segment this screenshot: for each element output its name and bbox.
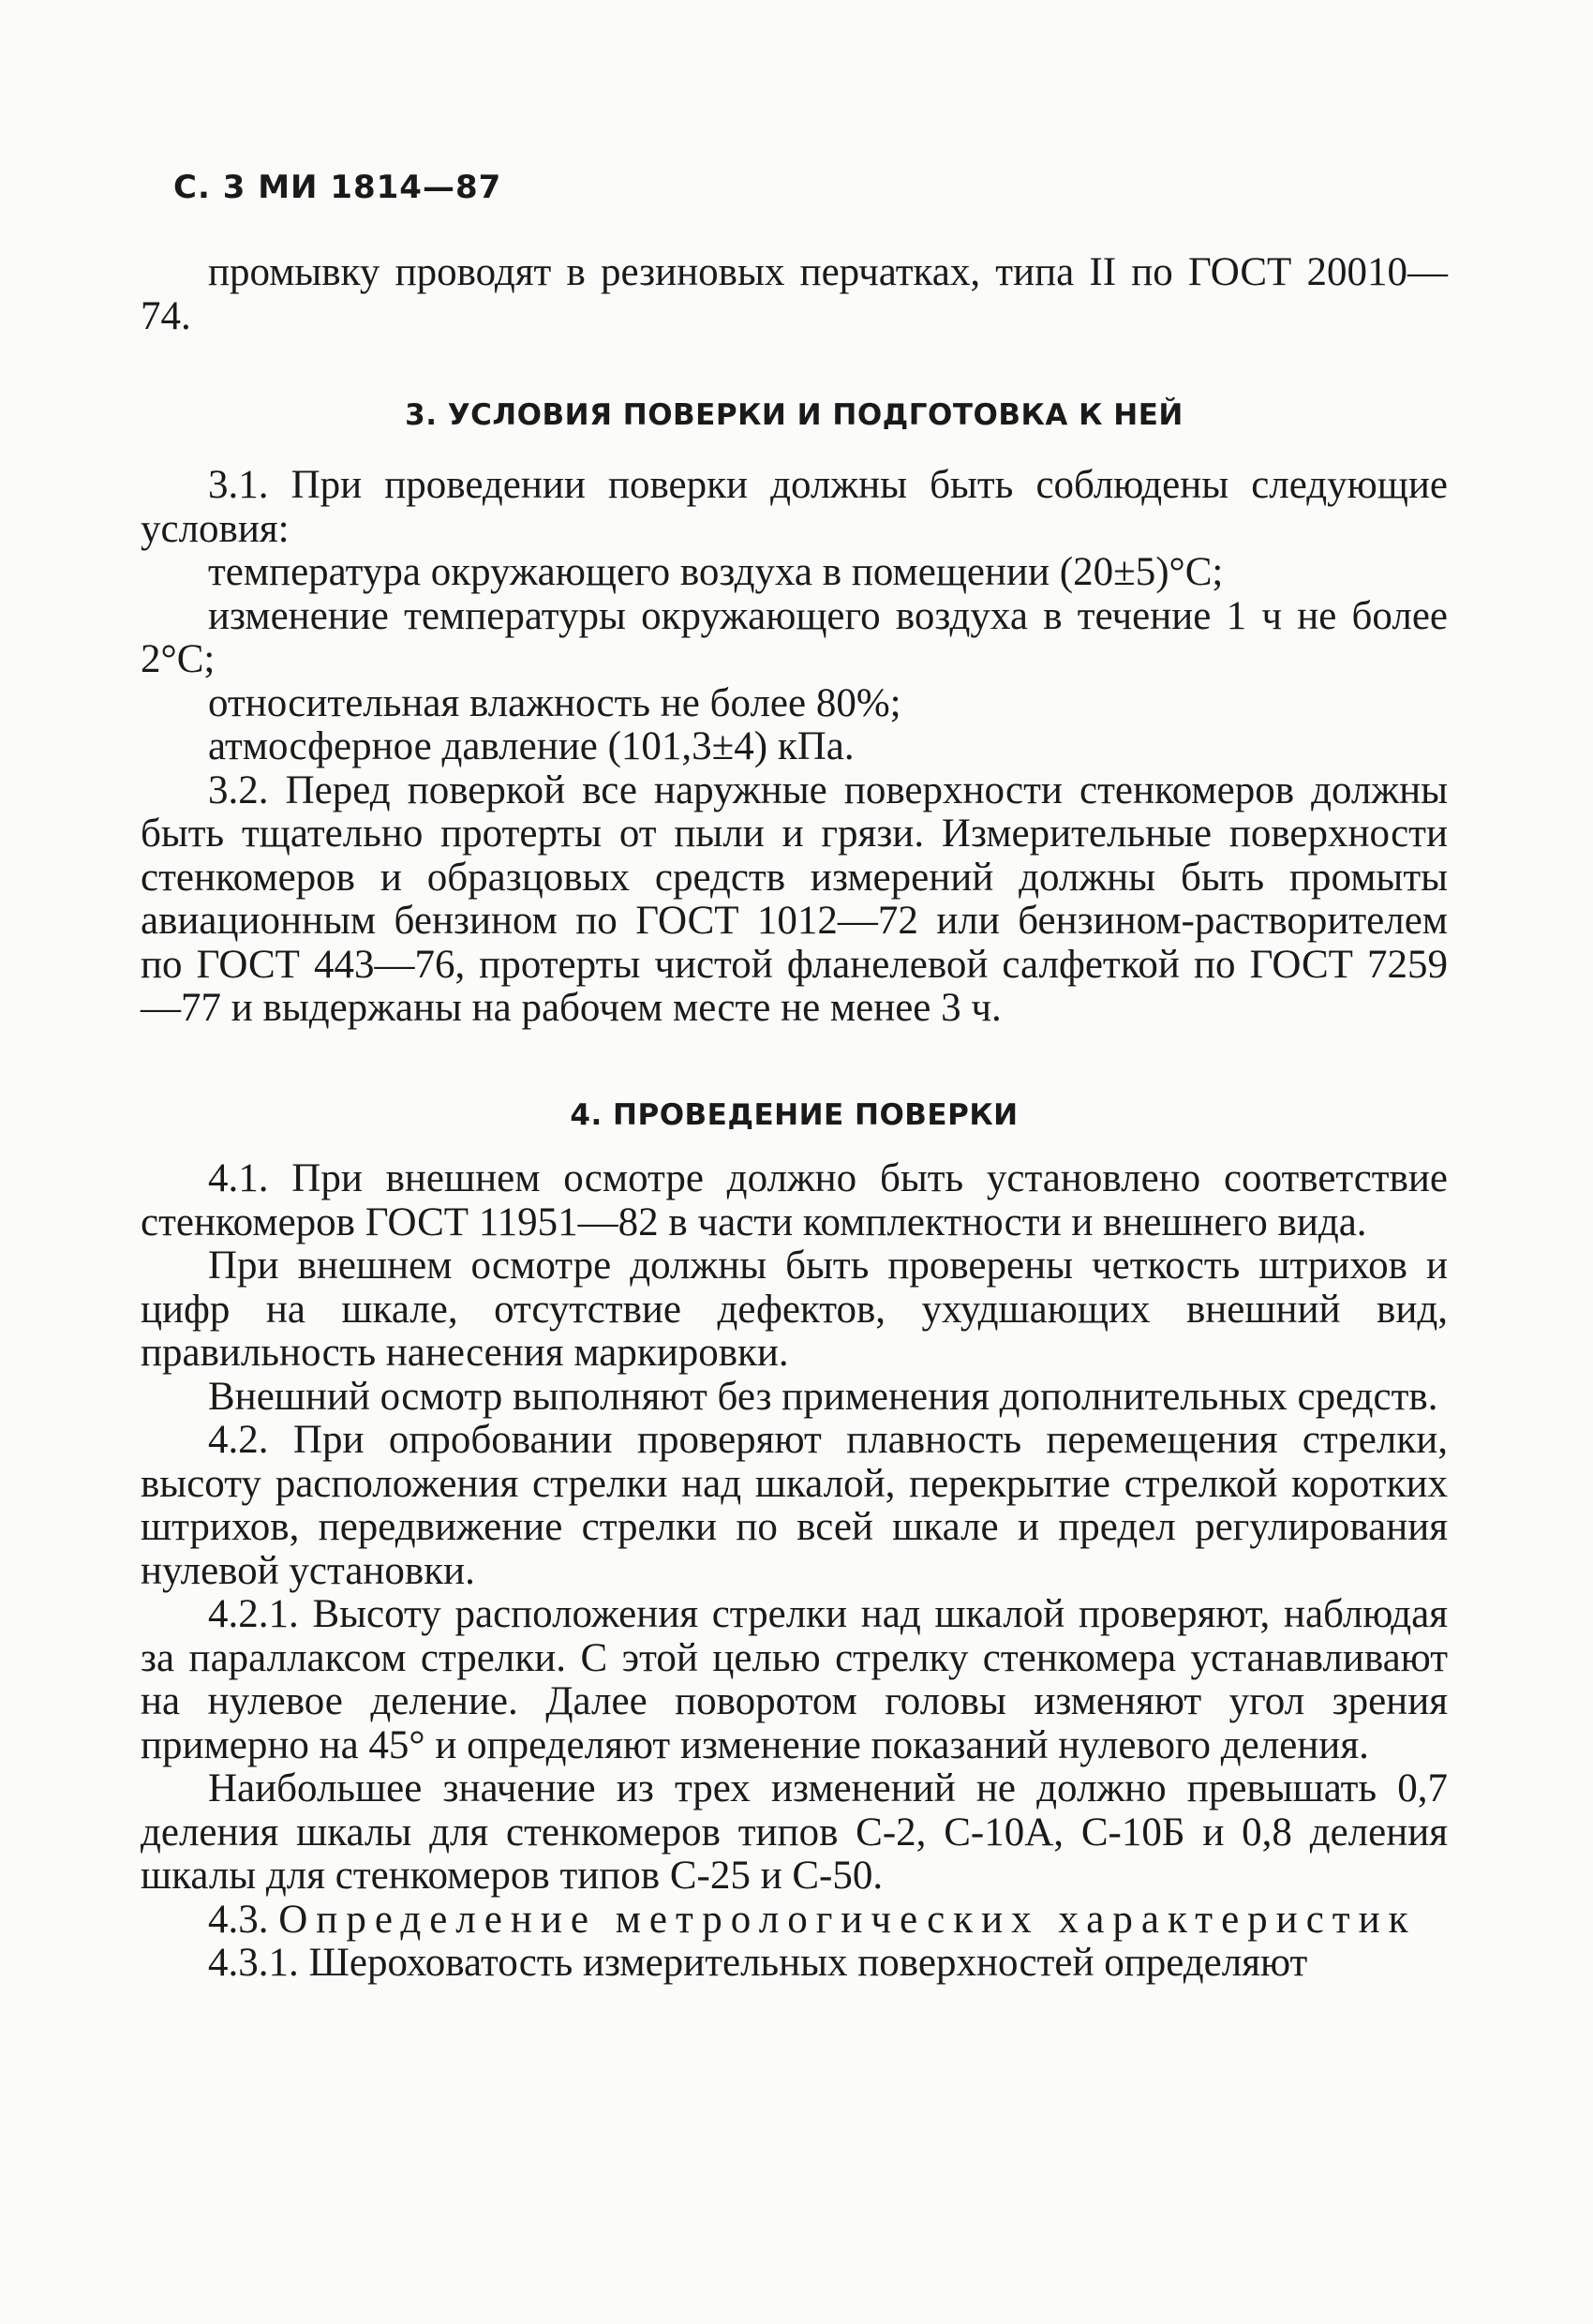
- section-4-body: [141, 1157, 1448, 1986]
- intro-paragraph: промывку проводят в резиновых перчатках, типа II по ГОСТ 20010—74.: [141, 250, 1448, 338]
- paragraph-4-1-visual: Внешний осмотр выполняют без применения дополнительных средств.: [208, 1374, 1438, 1419]
- paragraph-4-2-1-limits: Наибольшее значение из трех изменений не должно превышать 0,7 деления шкалы для стенкомеров типов С-2, С-10А, С-10Б и 0,8 деления шкалы для стенкомеров типов С-25 и С-50.: [141, 1766, 1448, 1898]
- condition-humidity: относительная влажность не более 80%;: [208, 680, 901, 725]
- section-4-heading: 4. ПРОВЕДЕНИЕ ПОВЕРКИ: [570, 1098, 1019, 1132]
- subheading-4-3: [141, 1899, 1448, 1943]
- paragraph-4-1-inspection: При внешнем осмотре должны быть проверены четкость штрихов и цифр на шкале, отсутствие дефектов, ухудшающих внешний вид, правильность нанесения маркировки.: [141, 1244, 1448, 1375]
- section-3-heading: 3. УСЛОВИЯ ПОВЕРКИ И ПОДГОТОВКА К НЕЙ: [405, 398, 1184, 432]
- paragraph-3-2: 3.2. Перед поверкой все наружные поверхности стенкомеров должны быть тщательно протерты от пыли и грязи. Измерительные поверхности стенкомеров и образцовых средств измерений должны быть промыты авиационным бензином по ГОСТ 1012—72 или бензином-растворителем по ГОСТ 443—76, протерты чистой фланелевой салфеткой по ГОСТ 7259—77 и выдержаны на рабочем месте не менее 3 ч.: [141, 767, 1448, 1030]
- paragraph-4-1: 4.1. При внешнем осмотре должно быть установлено соответствие стенкомеров ГОСТ 11951—82 в части комплектности и внешнего вида.: [141, 1156, 1448, 1244]
- condition-temperature: температура окружающего воздуха в помещении (20±5)°С;: [208, 550, 1224, 594]
- condition-pressure: атмосферное давление (101,3±4) кПа.: [208, 724, 855, 768]
- condition-temperature-change: изменение температуры окружающего воздуха в течение 1 ч не более 2°С;: [141, 593, 1448, 681]
- subheading-4-3-title: Определение метрологических характеристик: [278, 1897, 1417, 1942]
- intro-block: [141, 251, 1448, 338]
- page-header: С. 3 МИ 1814—87: [173, 169, 502, 206]
- paragraph-4-2: 4.2. При опробовании проверяют плавность перемещения стрелки, высоту расположения стрелки над шкалой, перекрытие стрелкой коротких штрихов, передвижение стрелки по всей шкале и предел регулирования нулевой установки.: [141, 1418, 1448, 1593]
- subheading-4-3-number: 4.3.: [208, 1897, 269, 1942]
- paragraph-3-1: 3.1. При проведении поверки должны быть соблюдены следующие условия:: [141, 463, 1448, 551]
- section-3-body: [141, 464, 1448, 1031]
- paragraph-4-3-1: 4.3.1. Шероховатость измерительных поверхностей определяют: [208, 1941, 1308, 1985]
- paragraph-4-2-1: 4.2.1. Высоту расположения стрелки над шкалой проверяют, наблюдая за параллаксом стрелки. С этой целью стрелку стенкомера устанавливают на нулевое деление. Далее поворотом головы изменяют угол зрения примерно на 45° и определяют изменение показаний нулевого деления.: [141, 1592, 1448, 1767]
